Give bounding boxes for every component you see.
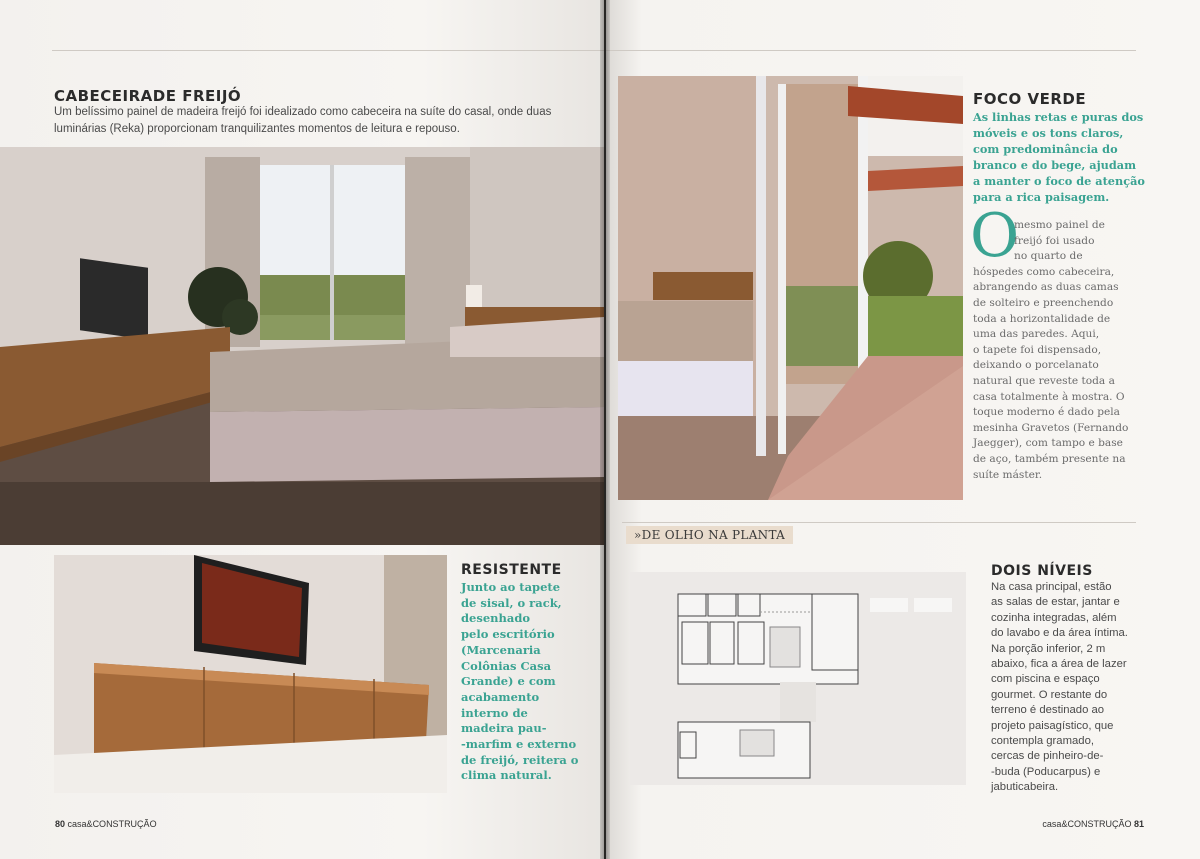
resistente-line: madeira pau-: [461, 721, 547, 736]
magazine-brand-amp: &: [86, 819, 93, 829]
section-body-foco-verde: [958, 218, 1148, 483]
foco-intro-line: móveis e os tons claros,: [973, 126, 1124, 140]
foco-body-line: casa totalmente à mostra. O: [973, 390, 1125, 403]
foco-body-line: hóspedes como cabeceira,: [973, 265, 1115, 278]
magazine-brand: casa: [1042, 819, 1062, 829]
resistente-line: Junto ao tapete: [461, 580, 561, 594]
niveis-line: com piscina e espaço: [991, 673, 1100, 686]
niveis-line: projeto paisagístico, que: [991, 719, 1114, 732]
niveis-line: do lavabo e da área íntima.: [991, 627, 1128, 640]
resistente-line: clima natural.: [461, 768, 552, 783]
footer-left: [55, 819, 157, 829]
foco-body-line: natural que reveste toda a: [973, 374, 1115, 387]
section-intro-foco-verde: [973, 109, 1153, 205]
niveis-line: gourmet. O restante do: [991, 688, 1108, 701]
drop-cap: O: [970, 201, 1020, 271]
resistente-line: Colônias Casa: [461, 658, 552, 673]
magazine-brand-suffix: CONSTRUÇÃO: [92, 819, 157, 829]
niveis-line: -buda (Poducarpus) e: [991, 765, 1101, 778]
top-rule: [52, 50, 604, 51]
photo-guest-room: [618, 76, 963, 500]
resistente-line: (Marcenaria: [461, 642, 541, 657]
resistente-line: -marfim e externo: [461, 737, 577, 752]
guest-room-illustration: [618, 76, 963, 500]
niveis-line: cozinha integradas, além: [991, 611, 1117, 624]
resistente-line: acabamento: [461, 689, 540, 704]
resistente-line: Grande) e com: [461, 674, 556, 689]
foco-intro-line: branco e do bege, ajudam: [973, 158, 1137, 172]
resistente-line: desenhado: [461, 611, 531, 626]
foco-body-line: mesmo painel de: [1014, 219, 1105, 231]
section-text-cabeceira: Um belíssimo painel de madeira freijó foi idealizado como cabeceira na suíte do casal, onde duas luminárias (Reka) proporcionam tranquilizantes momentos de leitura e repouso.: [54, 106, 552, 135]
foco-body-line: de aço, também presente na: [973, 452, 1126, 465]
foco-body-line: Jaegger), com tampo e base: [973, 437, 1123, 450]
resistente-line: de sisal, o rack,: [461, 595, 562, 610]
book-spine: [600, 0, 610, 859]
foco-body-line: no quarto de: [1014, 250, 1083, 263]
niveis-line: Na porção inferior, 2 m: [991, 642, 1106, 655]
section-title-resistente: RESISTENTE: [461, 562, 562, 578]
photo-suite-bedroom: [0, 147, 604, 545]
photo-rack: [54, 555, 447, 793]
magazine-brand-suffix: CONSTRUÇÃO: [1067, 819, 1132, 829]
foco-intro-line: As linhas retas e puras dos: [973, 110, 1144, 124]
foco-body-line: abrangendo as duas camas: [973, 281, 1119, 294]
foco-body-line: suíte máster.: [973, 468, 1043, 481]
niveis-line: jabuticabeira.: [991, 781, 1059, 794]
niveis-line: abaixo, fica a área de lazer: [991, 658, 1127, 671]
floor-plan-drawing: [630, 572, 966, 785]
niveis-line: cercas de pinheiro-de-: [991, 750, 1104, 763]
page-number: 80: [55, 819, 66, 829]
niveis-line: Na casa principal, estão: [991, 581, 1112, 593]
foco-body-line: freijó foi usado: [1014, 234, 1095, 247]
section-rule: [622, 522, 1136, 523]
magazine-brand: casa: [67, 819, 87, 829]
foco-body-line: de solteiro e preenchendo: [973, 296, 1114, 309]
rack-illustration: [54, 555, 447, 793]
foco-intro-line: para a rica paisagem.: [973, 190, 1110, 204]
niveis-line: contempla gramado,: [991, 735, 1094, 748]
resistente-line: de freijó, reitera o: [461, 752, 579, 767]
bedroom-illustration: [0, 147, 604, 545]
foco-intro-line: com predominância do: [973, 142, 1118, 156]
planta-label-text: DE OLHO NA PLANTA: [641, 528, 786, 542]
right-page: [606, 0, 1200, 859]
foco-body-line: toda a horizontalidade de: [973, 312, 1111, 325]
section-text-dois-niveis: [991, 580, 1171, 796]
section-title-dois-niveis: DOIS NÍVEIS: [991, 563, 1093, 579]
planta-label: [626, 526, 793, 544]
magazine-brand-amp: &: [1061, 819, 1068, 829]
section-title-cabeceira: CABECEIRADE FREIJÓ: [54, 87, 242, 105]
page-number: 81: [1133, 819, 1144, 829]
niveis-line: as salas de estar, jantar e: [991, 596, 1120, 609]
foco-body-line: deixando o porcelanato: [973, 359, 1099, 372]
foco-intro-line: a manter o foco de atenção: [973, 174, 1145, 188]
niveis-line: terreno é destinado ao: [991, 704, 1105, 717]
resistente-line: pelo escritório: [461, 627, 555, 642]
foco-body-line: toque moderno é dado pela: [973, 406, 1120, 419]
section-text-resistente: [461, 580, 601, 784]
resistente-line: interno de: [461, 705, 528, 720]
floor-plan: [630, 572, 966, 785]
section-title-foco-verde: FOCO VERDE: [973, 90, 1087, 108]
foco-body-line: uma das paredes. Aqui,: [973, 328, 1100, 341]
double-chevron-icon: »: [634, 528, 642, 542]
top-rule: [606, 50, 1136, 51]
foco-body-line: o tapete foi dispensado,: [973, 343, 1102, 356]
foco-body-line: mesinha Gravetos (Fernando: [973, 421, 1129, 434]
footer-right: [1042, 819, 1144, 829]
